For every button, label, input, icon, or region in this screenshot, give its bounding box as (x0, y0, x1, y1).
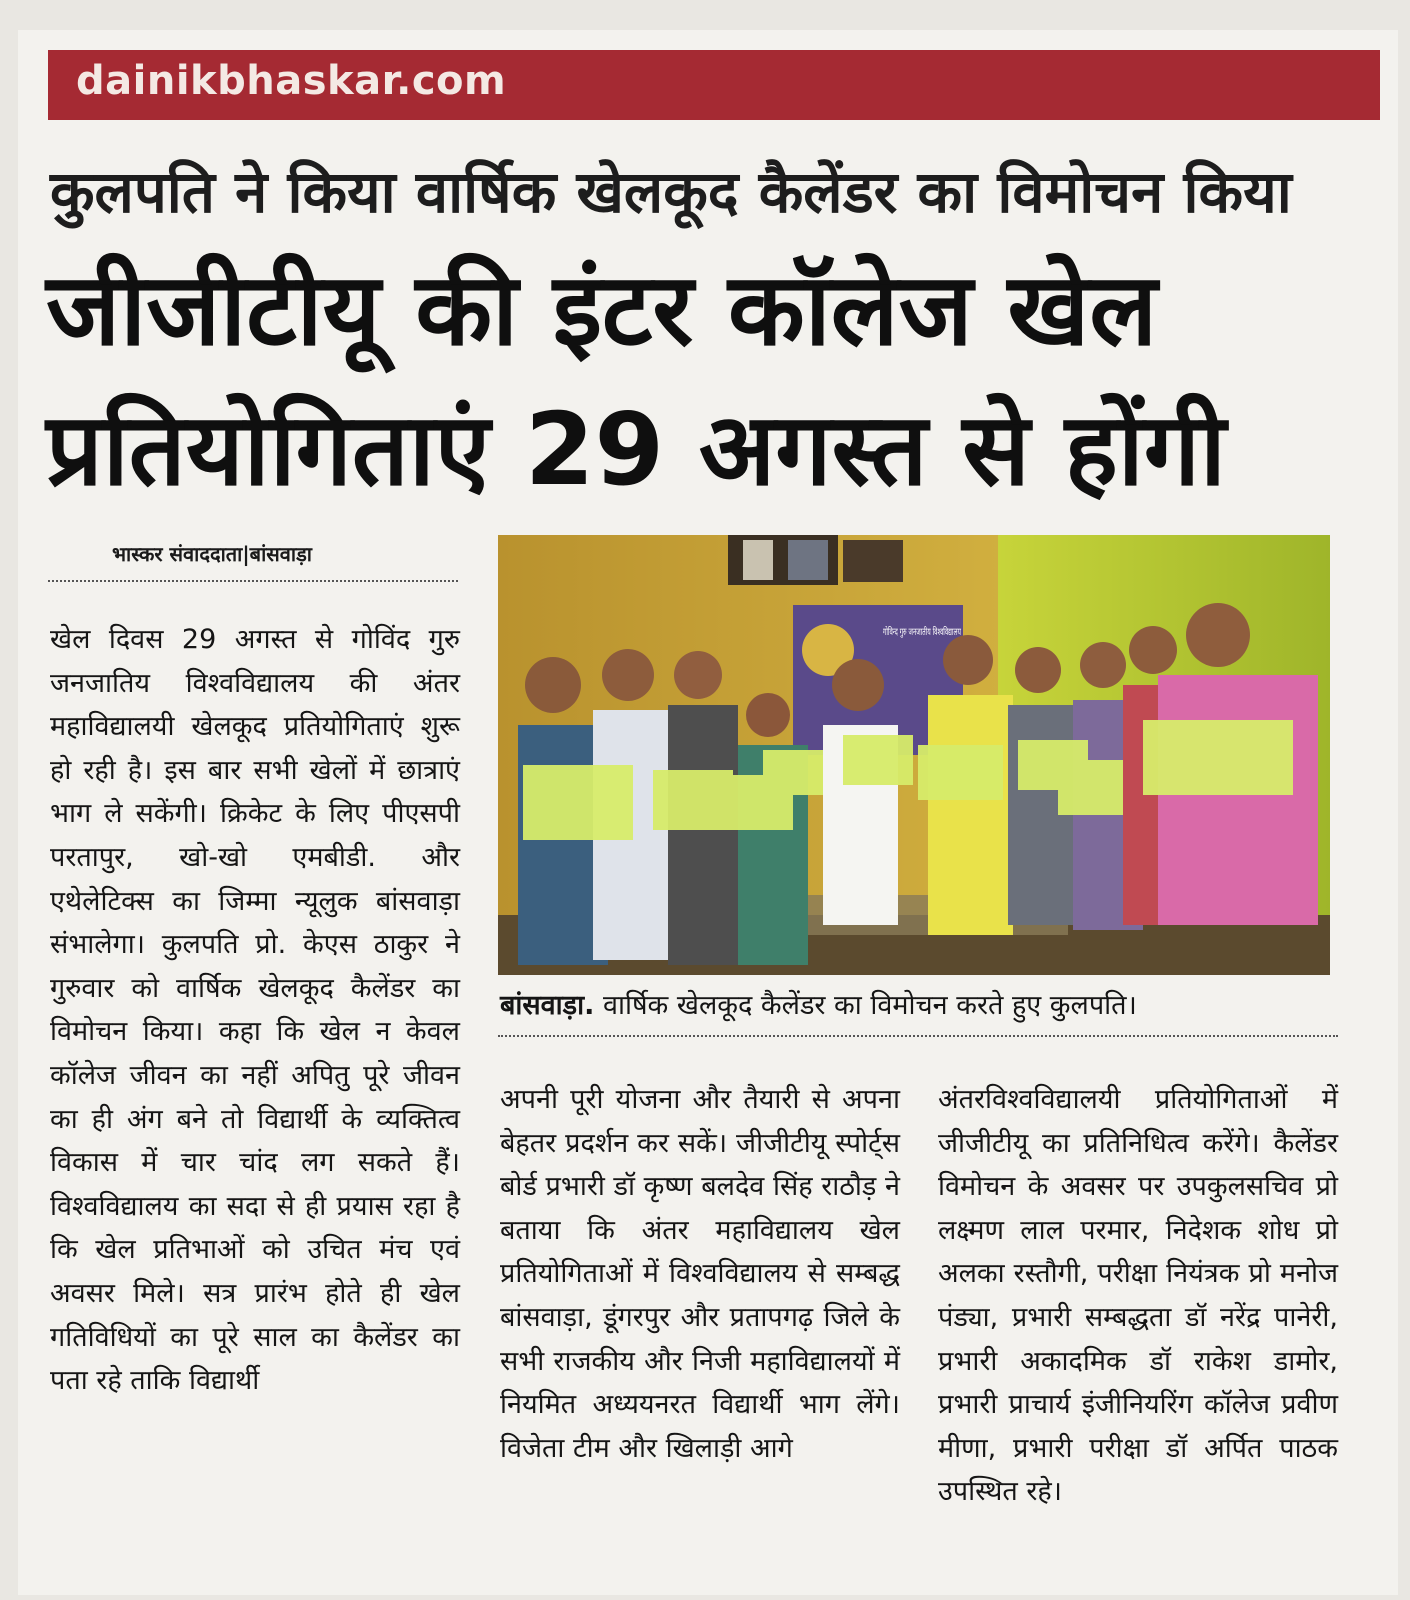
main-headline (46, 240, 1366, 520)
article-column-3: अंतरविश्वविद्यालयी प्रतियोगिताओं में जीजीटीयू का प्रतिनिधित्व करेंगे। कैलेंडर विमोचन के अवसर पर उपकुलसचिव प्रो लक्ष्मण लाल परमार, निदेशक शोध प्रो अलका रस्तौगी, परीक्षा नियंत्रक प्रो मनोज पंड्या, प्रभारी सम्बद्धता डॉ नरेंद्र पानेरी, प्रभारी अकादमिक डॉ राकेश डामोर, प्रभारी प्राचार्य इंजीनियरिंग कॉलेज प्रवीण मीणा, प्रभारी परीक्षा डॉ अर्पित पाठक उपस्थित रहे। (938, 1084, 1338, 1508)
masthead-bar (48, 50, 1380, 120)
headline-line-1: जीजीटीयू की इंटर कॉलेज खेल (46, 251, 1158, 368)
byline-rule (48, 580, 458, 582)
caption-text: वार्षिक खेलकूद कैलेंडर का विमोचन करते हुए कुलपति। (594, 990, 1137, 1021)
masthead-site-name: dainikbhaskar.com (76, 58, 507, 104)
article-column-1: खेल दिवस 29 अगस्त से गोविंद गुरु जनजातिय विश्वविद्यालय की अंतर महाविद्यालयी खेलकूद प्रतियोगिताएं शुरू हो रही है। इस बार सभी खेलों में छात्राएं भाग ले सकेंगी। क्रिकेट के लिए पीएसपी परतापुर, खो-खो एमबीडी. और एथेलेटिक्स का जिम्मा न्यूलुक बांसवाड़ा संभालेगा। कुलपति प्रो. केएस ठाकुर ने गुरुवार को वार्षिक खेलकूद कैलेंडर का विमोचन किया। कहा कि खेल न केवल कॉलेज जीवन का नहीं अपितु पूरे जीवन का ही अंग बने तो विद्यार्थी के व्यक्तित्व विकास में चार चांद लग सकते हैं। विश्वविद्यालय का सदा से ही प्रयास रहा है कि खेल प्रतिभाओं को उचित मंच एवं अवसर मिले। सत्र प्रारंभ होते ही खेल गतिविधियों का पूरे साल का कैलेंडर का पता रहे ताकि विद्यार्थी (50, 624, 460, 1397)
caption-place: बांसवाड़ा. (500, 990, 595, 1021)
byline: भास्कर संवाददाता|बांसवाड़ा (112, 542, 312, 566)
caption-rule (498, 1035, 1338, 1037)
photo-banner-text: गोविन्द गुरु जनजातीय विश्वविद्यालय (883, 627, 1014, 638)
photo-caption (500, 985, 1340, 1022)
kicker-headline: कुलपति ने किया वार्षिक खेलकूद कैलेंडर का विमोचन किया (50, 158, 1292, 226)
news-photo (498, 535, 1330, 975)
article-column-2: अपनी पूरी योजना और तैयारी से अपना बेहतर प्रदर्शन कर सकें। जीजीटीयू स्पोर्ट्स बोर्ड प्रभारी डॉ कृष्ण बलदेव सिंह राठौड़ ने बताया कि अंतर महाविद्यालय खेल प्रतियोगिताओं में विश्वविद्यालय से सम्बद्ध बांसवाड़ा, डूंगरपुर और प्रतापगढ़ जिले के सभी राजकीय और निजी महाविद्यालयों में नियमित अध्ययनरत विद्यार्थी भाग लेंगे। विजेता टीम और खिलाड़ी आगे (500, 1084, 900, 1464)
headline-line-2: प्रतियोगिताएं 29 अगस्त से होंगी (46, 391, 1226, 508)
photo-illustration (498, 535, 1330, 975)
